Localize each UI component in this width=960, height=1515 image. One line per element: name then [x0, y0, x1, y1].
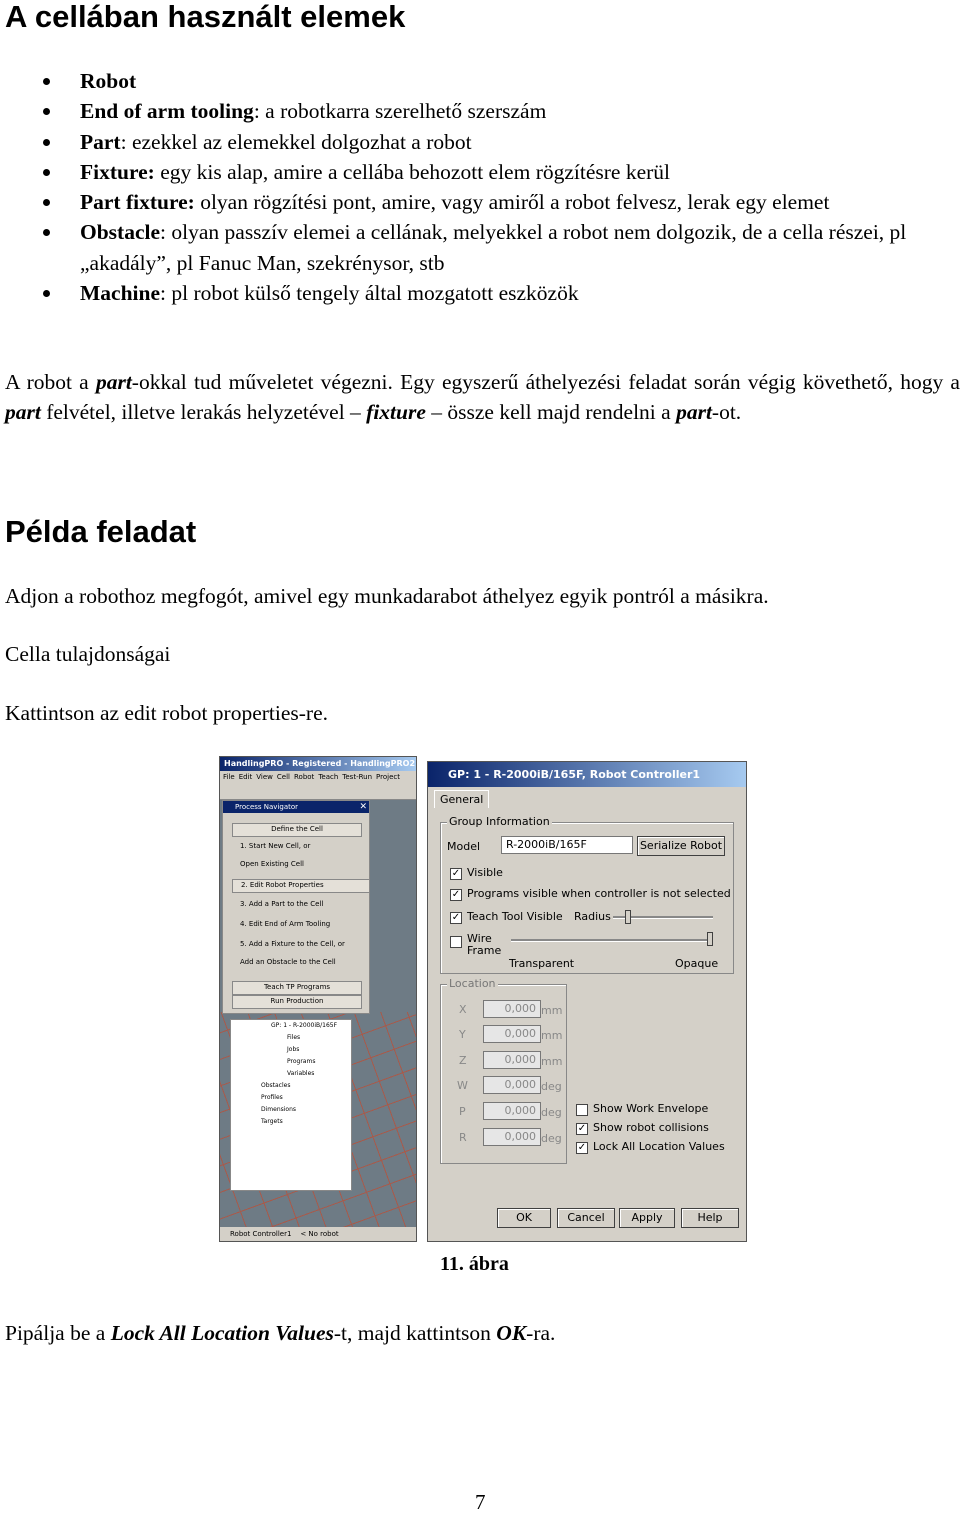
transparency-slider[interactable]: [511, 939, 711, 942]
apply-button[interactable]: Apply: [619, 1208, 675, 1228]
handlingpro-window-screenshot: [219, 756, 417, 1242]
lock-all-location-values-checkbox[interactable]: ✓: [577, 1142, 587, 1153]
menu-file[interactable]: File: [223, 773, 235, 781]
tree-item[interactable]: GP: 1 - R-2000iB/165F: [271, 1022, 338, 1029]
cell-browser-tree: [230, 1019, 352, 1191]
tree-item[interactable]: Dimensions: [261, 1106, 297, 1113]
nav-add-obstacle[interactable]: Add an Obstacle to the Cell: [240, 958, 336, 966]
list-item: Obstacle: olyan passzív elemei a cellának, melyekkel a robot nem dolgozik, de a cella részei, pl „akadály”, pl Fanuc Man, szekrénysor, stb: [0, 217, 960, 278]
bullet-icon: [43, 169, 50, 176]
model-field[interactable]: R-2000iB/165F: [501, 836, 633, 854]
bullet-icon: [43, 78, 50, 85]
w-field[interactable]: 0,000: [483, 1076, 541, 1094]
nav-edit-robot-properties[interactable]: 2. Edit Robot Properties: [232, 879, 370, 893]
window-title: HandlingPRO - Registered - HandlingPRO2: [220, 757, 416, 771]
nav-teach-tp[interactable]: Teach TP Programs: [232, 981, 362, 995]
section-heading: A cellában használt elemek: [5, 0, 406, 34]
tab-general[interactable]: General: [434, 790, 489, 808]
process-navigator: [222, 800, 370, 1014]
y-field[interactable]: 0,000: [483, 1025, 541, 1043]
nav-open-existing-cell[interactable]: Open Existing Cell: [240, 860, 304, 868]
list-item: Fixture: egy kis alap, amire a cellába behozott elem rögzítésre kerül: [0, 157, 960, 187]
list-item: Machine: pl robot külső tengely által mozgatott eszközök: [0, 278, 960, 308]
nav-start-new-cell[interactable]: 1. Start New Cell, or: [240, 842, 311, 850]
menu-bar: [220, 771, 416, 783]
programs-visible-checkbox[interactable]: ✓: [451, 889, 461, 900]
r-field[interactable]: 0,000: [483, 1128, 541, 1146]
tree-item[interactable]: Files: [287, 1034, 301, 1041]
tree-item[interactable]: Variables: [287, 1070, 315, 1077]
menu-test-run[interactable]: Test-Run: [342, 773, 373, 781]
bullet-icon: [43, 139, 50, 146]
nav-edit-tooling[interactable]: 4. Edit End of Arm Tooling: [240, 920, 331, 928]
instruction-paragraph: Kattintson az edit robot properties-re.: [5, 701, 328, 725]
show-work-envelope-label: Show Work Envelope: [593, 1102, 709, 1115]
menu-robot[interactable]: Robot: [294, 773, 315, 781]
transparency-slider-thumb[interactable]: [707, 932, 713, 946]
menu-edit[interactable]: Edit: [238, 773, 253, 781]
list-item: Robot: [0, 66, 960, 96]
bullet-icon: [43, 108, 50, 115]
nav-add-fixture[interactable]: 5. Add a Fixture to the Cell, or: [240, 940, 345, 948]
close-icon[interactable]: ✕: [359, 802, 367, 812]
menu-project[interactable]: Project: [376, 773, 400, 781]
show-work-envelope-checkbox[interactable]: [576, 1104, 588, 1116]
navigator-title: Process Navigator: [223, 801, 369, 813]
teach-tool-visible-checkbox[interactable]: ✓: [451, 912, 461, 923]
dialog-title: GP: 1 - R-2000iB/165F, Robot Controller1: [428, 762, 746, 787]
radius-slider-thumb[interactable]: [625, 910, 631, 924]
bullet-icon: [43, 229, 50, 236]
example-heading: Példa feladat: [5, 514, 197, 549]
list-item: End of arm tooling: a robotkarra szerelhető szerszám: [0, 96, 960, 126]
menu-cell[interactable]: Cell: [276, 773, 290, 781]
nav-define-cell[interactable]: Define the Cell: [232, 823, 362, 837]
bullet-icon: [43, 199, 50, 206]
list-item: Part: ezekkel az elemekkel dolgozhat a robot: [0, 127, 960, 157]
p-field[interactable]: 0,000: [483, 1102, 541, 1120]
figure-caption: 11. ábra: [440, 1253, 509, 1275]
toolbar: [220, 783, 416, 800]
x-field[interactable]: 0,000: [483, 1000, 541, 1018]
page-number: 7: [475, 1490, 486, 1514]
bullet-icon: [43, 290, 50, 297]
show-robot-collisions-label: Show robot collisions: [593, 1121, 709, 1134]
tree-item[interactable]: Obstacles: [261, 1082, 291, 1089]
final-instruction: Pipálja be a Lock All Location Values-t, majd kattintson OK-ra.: [5, 1321, 556, 1345]
show-robot-collisions-checkbox[interactable]: ✓: [577, 1123, 587, 1134]
menu-view[interactable]: View: [256, 773, 273, 781]
serialize-robot-button[interactable]: Serialize Robot: [637, 836, 725, 856]
intro-paragraph: A robot a part-okkal tud műveletet végezni. Egy egyszerű áthelyezési feladat során végig követhető, hogy a part felvétel, illetve lerakás helyzetével – fixture – össze kell majd rendelni a part-ot.: [5, 370, 960, 424]
ok-button[interactable]: OK: [497, 1208, 551, 1228]
cancel-button[interactable]: Cancel: [557, 1208, 615, 1228]
nav-run-production[interactable]: Run Production: [232, 995, 362, 1009]
list-item: Part fixture: olyan rögzítési pont, amire, vagy amiről a robot felvesz, lerak egy elemet: [0, 187, 960, 217]
robot-properties-dialog-screenshot: [427, 761, 747, 1242]
tree-item[interactable]: Programs: [287, 1058, 316, 1065]
cell-properties-paragraph: Cella tulajdonságai: [5, 642, 171, 666]
status-bar: Robot Controller1 < No robot: [220, 1227, 417, 1241]
nav-add-part[interactable]: 3. Add a Part to the Cell: [240, 900, 324, 908]
group-information-box: Group Information Model R-2000iB/165F Serialize Robot ✓ Visible ✓ Programs visible when controller is not selected ✓ Teach Tool Visible Radius Wire Frame Transparent Opaque: [440, 822, 734, 974]
lock-all-location-values-label: Lock All Location Values: [593, 1140, 725, 1153]
tree-item[interactable]: Profiles: [261, 1094, 283, 1101]
help-button[interactable]: Help: [681, 1208, 739, 1228]
element-list: [0, 66, 960, 308]
tree-item[interactable]: Jobs: [287, 1046, 300, 1053]
location-box: Location X 0,000 mm Y 0,000 mm Z 0,000 mm W 0,000 deg P 0,000 deg R 0,000 deg: [440, 984, 567, 1164]
wire-frame-checkbox[interactable]: [450, 936, 462, 948]
visible-checkbox[interactable]: ✓: [451, 868, 461, 879]
z-field[interactable]: 0,000: [483, 1051, 541, 1069]
tree-item[interactable]: Targets: [261, 1118, 283, 1125]
menu-teach[interactable]: Teach: [318, 773, 339, 781]
task-paragraph: Adjon a robothoz megfogót, amivel egy munkadarabot áthelyez egyik pontról a másikra.: [5, 584, 769, 608]
